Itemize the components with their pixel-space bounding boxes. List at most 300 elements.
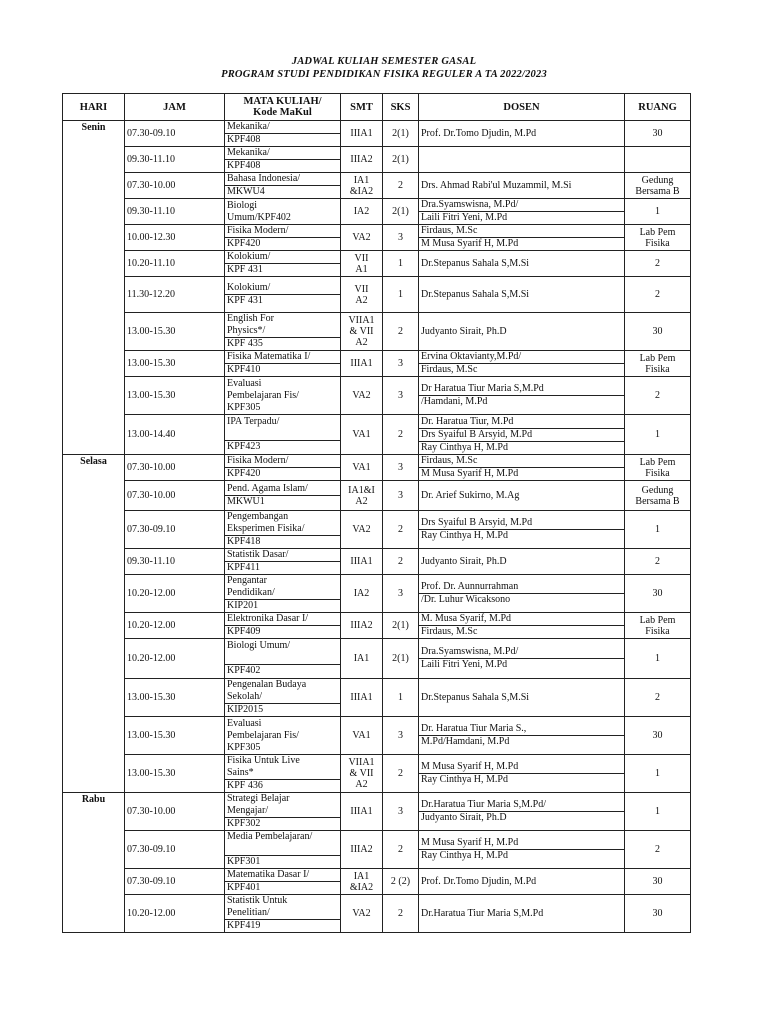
room-cell: 2	[625, 377, 691, 415]
table-row	[63, 511, 691, 549]
lecturer-name: Firdaus, M.Sc	[421, 225, 478, 236]
lecturer-name: /Dr. Luhur Wicaksono	[419, 593, 624, 606]
course-name: Statistik Untuk	[227, 895, 288, 906]
lecturer-cell	[419, 639, 625, 679]
course-name: English For	[227, 313, 274, 324]
sks-cell: 3	[383, 481, 419, 511]
time-cell: 13.00-15.30	[125, 313, 225, 351]
time-cell: 07.30-09.10	[125, 511, 225, 549]
course-code: KPF402	[225, 664, 340, 677]
header-hari: HARI	[63, 94, 125, 121]
lecturer-name: Dr. Haratua Tiur Maria S.,	[421, 723, 527, 734]
lecturer-cell	[419, 351, 625, 377]
course-name: Kolokium/	[227, 282, 271, 293]
course-cell	[225, 679, 341, 717]
table-row	[63, 831, 691, 869]
day-cell	[63, 277, 125, 313]
time-cell: 09.30-11.10	[125, 199, 225, 225]
course-name	[225, 843, 340, 855]
course-code: KPF 435	[225, 337, 340, 350]
course-name: Matematika Dasar I/	[227, 869, 310, 880]
sks-cell: 2 (2)	[383, 869, 419, 895]
lecturer-name: Dra.Syamswisna, M.Pd/	[421, 199, 519, 210]
sks-cell: 2(1)	[383, 613, 419, 639]
time-cell: 13.00-15.30	[125, 755, 225, 793]
room-cell: 1	[625, 793, 691, 831]
course-cell	[225, 511, 341, 549]
course-cell	[225, 575, 341, 613]
lecturer-name: Laili Fitri Yeni, M.Pd	[419, 211, 624, 224]
time-cell: 13.00-14.40	[125, 415, 225, 455]
table-row	[63, 549, 691, 575]
time-cell: 10.20-12.00	[125, 895, 225, 933]
time-cell: 07.30-10.00	[125, 481, 225, 511]
lecturer-cell	[419, 869, 625, 895]
lecturer-cell	[419, 121, 625, 147]
course-cell	[225, 277, 341, 313]
course-name: Biologi	[227, 199, 258, 211]
room-cell: 2	[625, 251, 691, 277]
lecturer-cell	[419, 793, 625, 831]
lecturer-cell	[419, 831, 625, 869]
course-name: Media Pembelajaran/	[227, 831, 313, 842]
time-cell: 13.00-15.30	[125, 717, 225, 755]
day-cell	[63, 199, 125, 225]
course-code: KPF408	[225, 133, 340, 146]
day-cell	[63, 895, 125, 933]
course-code: KPF 436	[225, 779, 340, 792]
course-code: KPF410	[225, 363, 340, 376]
course-code: KPF301	[225, 855, 340, 868]
lecturer-cell	[419, 173, 625, 199]
table-row	[63, 121, 691, 147]
header-jam: JAM	[125, 94, 225, 121]
semester-cell: IIIA2	[341, 147, 383, 173]
day-cell	[63, 549, 125, 575]
lecturer-name: Ray Cinthya H, M.Pd	[419, 441, 624, 454]
course-code: KIP2015	[225, 703, 340, 716]
schedule-table	[62, 93, 691, 933]
time-cell: 09.30-11.10	[125, 549, 225, 575]
sks-cell: 2	[383, 415, 419, 455]
lecturer-cell	[419, 717, 625, 755]
table-row	[63, 895, 691, 933]
table-row	[63, 869, 691, 895]
table-row	[63, 199, 691, 225]
semester-cell: VA1	[341, 415, 383, 455]
room-cell: Lab Pem Fisika	[625, 455, 691, 481]
semester-cell: IA2	[341, 575, 383, 613]
room-cell: 1	[625, 755, 691, 793]
room-cell: 30	[625, 895, 691, 933]
course-name: Statistik Dasar/	[227, 549, 289, 560]
lecturer-name: Ray Cinthya H, M.Pd	[419, 773, 624, 786]
semester-cell: VA1	[341, 717, 383, 755]
sks-cell: 2	[383, 895, 419, 933]
lecturer-cell	[419, 895, 625, 933]
semester-cell: IA2	[341, 199, 383, 225]
day-cell	[63, 415, 125, 455]
day-cell	[63, 717, 125, 755]
semester-cell: IIIA1	[341, 549, 383, 575]
course-name: Mengajar/	[227, 805, 269, 816]
lecturer-name: /Hamdani, M.Pd	[419, 395, 624, 408]
lecturer-name: M Musa Syarif H, M.Pd	[419, 467, 624, 480]
sks-cell: 2	[383, 755, 419, 793]
time-cell: 07.30-10.00	[125, 793, 225, 831]
time-cell: 10.20-12.00	[125, 639, 225, 679]
room-cell: 30	[625, 869, 691, 895]
sks-cell: 1	[383, 251, 419, 277]
semester-cell: IIIA1	[341, 121, 383, 147]
lecturer-name: Dr.Haratua Tiur Maria S,M.Pd/	[421, 799, 546, 810]
course-code: KIP201	[225, 599, 340, 612]
table-row	[63, 717, 691, 755]
header-ruang: RUANG	[625, 94, 691, 121]
lecturer-cell	[419, 575, 625, 613]
table-row	[63, 481, 691, 511]
semester-cell: IA1	[341, 639, 383, 679]
course-code: KPF420	[225, 467, 340, 480]
sks-cell: 3	[383, 793, 419, 831]
semester-cell: IIIA1	[341, 351, 383, 377]
table-row	[63, 793, 691, 831]
semester-cell: IIIA2	[341, 613, 383, 639]
room-cell: 30	[625, 121, 691, 147]
room-cell: 2	[625, 831, 691, 869]
table-row	[63, 147, 691, 173]
time-cell: 13.00-15.30	[125, 377, 225, 415]
lecturer-name: Firdaus, M.Sc	[419, 625, 624, 638]
time-cell: 13.00-15.30	[125, 679, 225, 717]
lecturer-name: Dr. Arief Sukirno, M.Ag	[421, 489, 520, 501]
course-name: Mekanika/	[227, 121, 270, 132]
course-cell	[225, 481, 341, 511]
course-cell	[225, 121, 341, 147]
room-cell: 2	[625, 549, 691, 575]
lecturer-name: M Musa Syarif H, M.Pd	[421, 761, 519, 772]
table-row	[63, 173, 691, 199]
lecturer-name: Drs. Ahmad Rabi'ul Muzammil, M.Si	[421, 179, 572, 191]
course-code: KPF 431	[225, 294, 340, 307]
semester-cell: VA1	[341, 455, 383, 481]
table-row	[63, 455, 691, 481]
semester-cell: VII A2	[341, 277, 383, 313]
course-cell	[225, 199, 341, 225]
room-cell: Lab Pem Fisika	[625, 613, 691, 639]
lecturer-name: Prof. Dr.Tomo Djudin, M.Pd	[421, 875, 537, 887]
semester-cell: VA2	[341, 895, 383, 933]
course-name: KPF305	[227, 741, 261, 753]
sks-cell: 2	[383, 831, 419, 869]
course-cell	[225, 549, 341, 575]
course-name: Penelitian/	[227, 907, 270, 918]
lecturer-cell	[419, 549, 625, 575]
time-cell: 11.30-12.20	[125, 277, 225, 313]
course-name: Evaluasi	[227, 377, 262, 389]
day-cell	[63, 511, 125, 549]
table-row	[63, 755, 691, 793]
course-cell	[225, 351, 341, 377]
semester-cell: IA1 &IA2	[341, 869, 383, 895]
lecturer-name: Prof. Dr.Tomo Djudin, M.Pd	[421, 127, 537, 139]
lecturer-cell	[419, 377, 625, 415]
sks-cell: 3	[383, 377, 419, 415]
lecturer-name: Prof. Dr. Aunnurrahman	[421, 581, 519, 592]
course-name: Pengembangan	[227, 511, 289, 522]
time-cell: 10.20-12.00	[125, 575, 225, 613]
table-row	[63, 613, 691, 639]
course-name: Mekanika/	[227, 147, 270, 158]
table-row	[63, 679, 691, 717]
table-row	[63, 377, 691, 415]
table-row	[63, 225, 691, 251]
course-code: MKWU1	[225, 495, 340, 508]
sks-cell: 3	[383, 575, 419, 613]
sks-cell: 2(1)	[383, 199, 419, 225]
header-dosen: DOSEN	[419, 94, 625, 121]
room-cell: 1	[625, 199, 691, 225]
sks-cell: 2	[383, 173, 419, 199]
room-cell: 30	[625, 575, 691, 613]
course-cell	[225, 831, 341, 869]
lecturer-cell	[419, 147, 625, 173]
course-cell	[225, 895, 341, 933]
time-cell: 07.30-09.10	[125, 831, 225, 869]
day-cell	[63, 613, 125, 639]
room-cell: 30	[625, 717, 691, 755]
room-cell: 1	[625, 415, 691, 455]
course-code: KPF420	[225, 237, 340, 250]
time-cell: 10.20-11.10	[125, 251, 225, 277]
course-name: Sains*	[227, 767, 254, 778]
course-cell	[225, 793, 341, 831]
day-cell	[63, 351, 125, 377]
lecturer-name: Ray Cinthya H, M.Pd	[419, 849, 624, 862]
lecturer-name: M Musa Syarif H, M.Pd	[419, 237, 624, 250]
lecturer-cell	[419, 199, 625, 225]
course-code: KPF423	[225, 440, 340, 453]
time-cell: 07.30-09.10	[125, 121, 225, 147]
lecturer-name: Dr Haratua Tiur Maria S,M.Pd	[421, 383, 544, 394]
table-row	[63, 251, 691, 277]
lecturer-cell	[419, 613, 625, 639]
time-cell: 10.00-12.30	[125, 225, 225, 251]
course-cell	[225, 613, 341, 639]
course-cell	[225, 717, 341, 755]
course-cell	[225, 755, 341, 793]
course-name: Biologi Umum/	[227, 640, 291, 651]
lecturer-cell	[419, 251, 625, 277]
lecturer-name: Dr.Stepanus Sahala S,M.Si	[421, 288, 530, 300]
lecturer-cell	[419, 225, 625, 251]
room-cell: Gedung Bersama B	[625, 173, 691, 199]
day-cell	[63, 639, 125, 679]
lecturer-cell	[419, 313, 625, 351]
table-row	[63, 313, 691, 351]
sks-cell: 3	[383, 225, 419, 251]
sks-cell: 1	[383, 679, 419, 717]
time-cell: 10.20-12.00	[125, 613, 225, 639]
lecturer-name: Dr.Stepanus Sahala S,M.Si	[421, 691, 530, 703]
room-cell: Lab Pem Fisika	[625, 351, 691, 377]
semester-cell: VA2	[341, 377, 383, 415]
lecturer-cell	[419, 481, 625, 511]
header-sks: SKS	[383, 94, 419, 121]
semester-cell: VIIA1 & VII A2	[341, 755, 383, 793]
semester-cell: VA2	[341, 225, 383, 251]
day-cell: Rabu	[63, 793, 125, 831]
course-code: KPF418	[225, 535, 340, 548]
day-cell	[63, 251, 125, 277]
course-code: KPF302	[225, 817, 340, 830]
sks-cell: 2(1)	[383, 147, 419, 173]
table-row	[63, 575, 691, 613]
room-cell: 2	[625, 679, 691, 717]
lecturer-name: Dr.Haratua Tiur Maria S,M.Pd	[421, 907, 544, 919]
course-name: Fisika Modern/	[227, 455, 289, 466]
course-cell	[225, 225, 341, 251]
course-name: Pengenalan Budaya	[227, 679, 307, 690]
course-name: Pendidikan/	[227, 587, 275, 598]
lecturer-cell	[419, 679, 625, 717]
lecturer-name: Dr. Haratua Tiur, M.Pd	[421, 415, 514, 427]
course-cell	[225, 869, 341, 895]
semester-cell: VA2	[341, 511, 383, 549]
table-row	[63, 351, 691, 377]
lecturer-name: M.Pd/Hamdani, M.Pd	[419, 735, 624, 748]
day-cell	[63, 313, 125, 351]
lecturer-name: Judyanto Sirait, Ph.D	[419, 811, 624, 824]
lecturer-name: Firdaus, M.Sc	[421, 455, 478, 466]
lecturer-name: Ervina Oktavianty,M.Pd/	[421, 351, 522, 362]
semester-cell: IIIA2	[341, 831, 383, 869]
table-row	[63, 639, 691, 679]
sks-cell: 2(1)	[383, 639, 419, 679]
course-name: Pembelajaran Fis/	[227, 389, 299, 401]
sks-cell: 1	[383, 277, 419, 313]
course-name: Sekolah/	[227, 691, 262, 702]
course-code: KPF408	[225, 159, 340, 172]
course-cell	[225, 639, 341, 679]
lecturer-cell	[419, 455, 625, 481]
sks-cell: 2(1)	[383, 121, 419, 147]
sks-cell: 2	[383, 511, 419, 549]
day-cell	[63, 147, 125, 173]
time-cell: 09.30-11.10	[125, 147, 225, 173]
semester-cell: IA1&I A2	[341, 481, 383, 511]
day-cell	[63, 575, 125, 613]
lecturer-cell	[419, 277, 625, 313]
time-cell: 07.30-09.10	[125, 869, 225, 895]
course-code: MKWU4	[225, 185, 340, 198]
table-row	[63, 415, 691, 455]
course-code: KPF419	[225, 919, 340, 932]
document-subtitle: PROGRAM STUDI PENDIDIKAN FISIKA REGULER A TA 2022/2023	[221, 69, 547, 80]
course-cell	[225, 251, 341, 277]
course-name: Pembelajaran Fis/	[227, 729, 299, 741]
semester-cell: IIIA1	[341, 679, 383, 717]
semester-cell: VII A1	[341, 251, 383, 277]
course-name: Physics*/	[227, 325, 266, 336]
lecturer-name: M Musa Syarif H, M.Pd	[421, 837, 519, 848]
room-cell	[625, 147, 691, 173]
semester-cell: IIIA1	[341, 793, 383, 831]
day-cell	[63, 755, 125, 793]
course-name: Strategi Belajar	[227, 793, 290, 804]
course-name: Pend. Agama Islam/	[227, 483, 308, 494]
day-cell	[63, 225, 125, 251]
room-cell: Gedung Bersama B	[625, 481, 691, 511]
table-row	[63, 277, 691, 313]
course-cell	[225, 173, 341, 199]
course-cell	[225, 415, 341, 455]
lecturer-name: Judyanto Sirait, Ph.D	[421, 325, 507, 337]
course-name	[225, 652, 340, 664]
lecturer-name: Dra.Syamswisna, M.Pd/	[421, 646, 519, 657]
room-cell: 30	[625, 313, 691, 351]
room-cell: 2	[625, 277, 691, 313]
sks-cell: 3	[383, 351, 419, 377]
table-header-row	[63, 94, 691, 121]
sks-cell: 2	[383, 549, 419, 575]
document-title: JADWAL KULIAH SEMESTER GASAL	[291, 56, 477, 67]
sks-cell: 2	[383, 313, 419, 351]
room-cell: 1	[625, 511, 691, 549]
course-cell	[225, 313, 341, 351]
course-name: Fisika Modern/	[227, 225, 289, 236]
course-name: Bahasa Indonesia/	[227, 173, 301, 184]
semester-cell: IA1 &IA2	[341, 173, 383, 199]
lecturer-name: M. Musa Syarif, M.Pd	[421, 613, 512, 624]
course-code: KPF411	[225, 561, 340, 574]
lecturer-name: Laili Fitri Yeni, M.Pd	[419, 658, 624, 671]
course-name: Evaluasi	[227, 717, 262, 729]
lecturer-name: Judyanto Sirait, Ph.D	[421, 555, 507, 567]
course-cell	[225, 455, 341, 481]
day-cell	[63, 377, 125, 415]
course-name: Kolokium/	[227, 251, 271, 262]
course-name: Elektronika Dasar I/	[227, 613, 309, 624]
course-name: Umum/KPF402	[227, 211, 291, 223]
day-cell	[63, 481, 125, 511]
room-cell: Lab Pem Fisika	[625, 225, 691, 251]
lecturer-name: Dr.Stepanus Sahala S,M.Si	[421, 257, 530, 269]
header-mata-kuliah: MATA KULIAH/ Kode MaKul	[225, 94, 341, 121]
lecturer-name: Drs Syaiful B Arsyid, M.Pd	[419, 428, 624, 441]
course-name	[225, 428, 340, 440]
course-code: KPF409	[225, 625, 340, 638]
sks-cell: 3	[383, 455, 419, 481]
lecturer-cell	[419, 415, 625, 455]
course-name: Pengantar	[227, 575, 267, 586]
time-cell: 07.30-10.00	[125, 173, 225, 199]
course-code: KPF 431	[225, 263, 340, 276]
semester-cell: VIIA1 & VII A2	[341, 313, 383, 351]
lecturer-name: Drs Syaiful B Arsyid, M.Pd	[421, 517, 533, 528]
day-cell	[63, 679, 125, 717]
course-name: KPF305	[227, 401, 261, 413]
course-name: IPA Terpadu/	[227, 416, 280, 427]
lecturer-name: Ray Cinthya H, M.Pd	[419, 529, 624, 542]
day-cell: Selasa	[63, 455, 125, 481]
day-cell	[63, 869, 125, 895]
course-cell	[225, 147, 341, 173]
day-cell	[63, 831, 125, 869]
course-name: Eksperimen Fisika/	[227, 523, 305, 534]
header-smt: SMT	[341, 94, 383, 121]
day-cell	[63, 173, 125, 199]
